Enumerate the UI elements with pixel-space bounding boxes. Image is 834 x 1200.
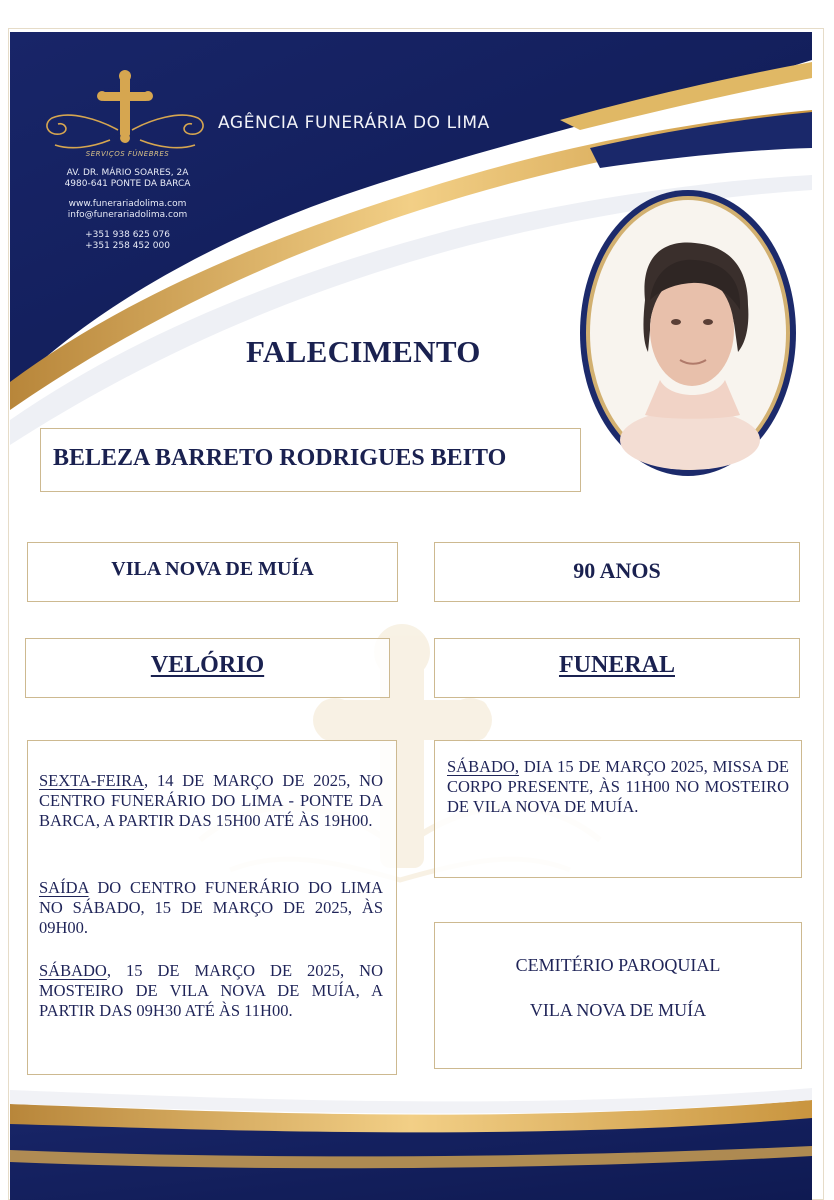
velorio-details-box — [27, 740, 397, 1075]
phone-1: +351 938 625 076 — [85, 230, 170, 240]
cemetery-name: CEMITÉRIO PAROQUIAL — [515, 955, 721, 975]
agency-logo-block — [40, 70, 215, 252]
address-line-2: 4980-641 PONTE DA BARCA — [64, 179, 191, 189]
agency-website: www.funerariadolima.com — [68, 199, 187, 209]
velorio-heading-box — [25, 638, 390, 698]
funeral-paragraph — [447, 757, 789, 817]
notice-title: FALECIMENTO — [246, 334, 481, 369]
deceased-name-box — [40, 428, 581, 492]
age-box — [434, 542, 800, 602]
logo-subtitle: SERVIÇOS FÚNEBRES — [85, 150, 170, 158]
velorio-p3-text: , 15 DE MARÇO DE 2025, NO MOSTEIRO DE VILA NOVA DE MUÍA, A PARTIR DAS 09H30 ATÉ ÀS 11H00. — [39, 961, 383, 1020]
velorio-p2-text: DO CENTRO FUNERÁRIO DO LIMA NO SÁBADO, 15 DE MARÇO DE 2025, ÀS 09H00. — [39, 878, 383, 937]
age: 90 ANOS — [573, 558, 661, 583]
velorio-p1-lead: SEXTA-FEIRA — [39, 771, 145, 790]
funeral-p1-lead: SÁBADO, — [447, 757, 519, 776]
velorio-paragraph-1 — [39, 771, 383, 831]
funeral-p1-text: DIA 15 DE MARÇO 2025, MISSA DE CORPO PRESENTE, ÀS 11H00 NO MOSTEIRO DE VILA NOVA DE MUÍA. — [447, 757, 789, 816]
address-line-1: AV. DR. MÁRIO SOARES, 2A — [66, 168, 189, 178]
agency-address — [40, 168, 215, 190]
velorio-p3-lead: SÁBADO — [39, 961, 107, 980]
funeral-details-box — [434, 740, 802, 878]
cemetery-locality: VILA NOVA DE MUÍA — [529, 1000, 707, 1020]
funeral-heading-box — [434, 638, 800, 698]
locality-box — [27, 542, 398, 602]
velorio-paragraph-3 — [39, 961, 383, 1021]
cemetery-box — [434, 922, 802, 1069]
velorio-p2-lead: SAÍDA — [39, 878, 89, 897]
locality: VILA NOVA DE MUÍA — [111, 558, 314, 580]
velorio-p1-text: , 14 DE MARÇO DE 2025, NO CENTRO FUNERÁRIO DO LIMA - PONTE DA BARCA, A PARTIR DAS 15H00 ATÉ ÀS 19H00. — [39, 771, 383, 830]
agency-name: AGÊNCIA FUNERÁRIA DO LIMA — [218, 113, 490, 133]
funeral-heading: FUNERAL — [558, 652, 675, 678]
deceased-name: BELEZA BARRETO RODRIGUES BEITO — [53, 445, 507, 471]
agency-contacts — [40, 199, 215, 221]
velorio-paragraph-2 — [39, 878, 383, 938]
phone-2: +351 258 452 000 — [85, 241, 170, 251]
agency-phones — [40, 230, 215, 252]
agency-email: info@funerariadolima.com — [67, 210, 188, 220]
velorio-heading: VELÓRIO — [150, 652, 265, 678]
